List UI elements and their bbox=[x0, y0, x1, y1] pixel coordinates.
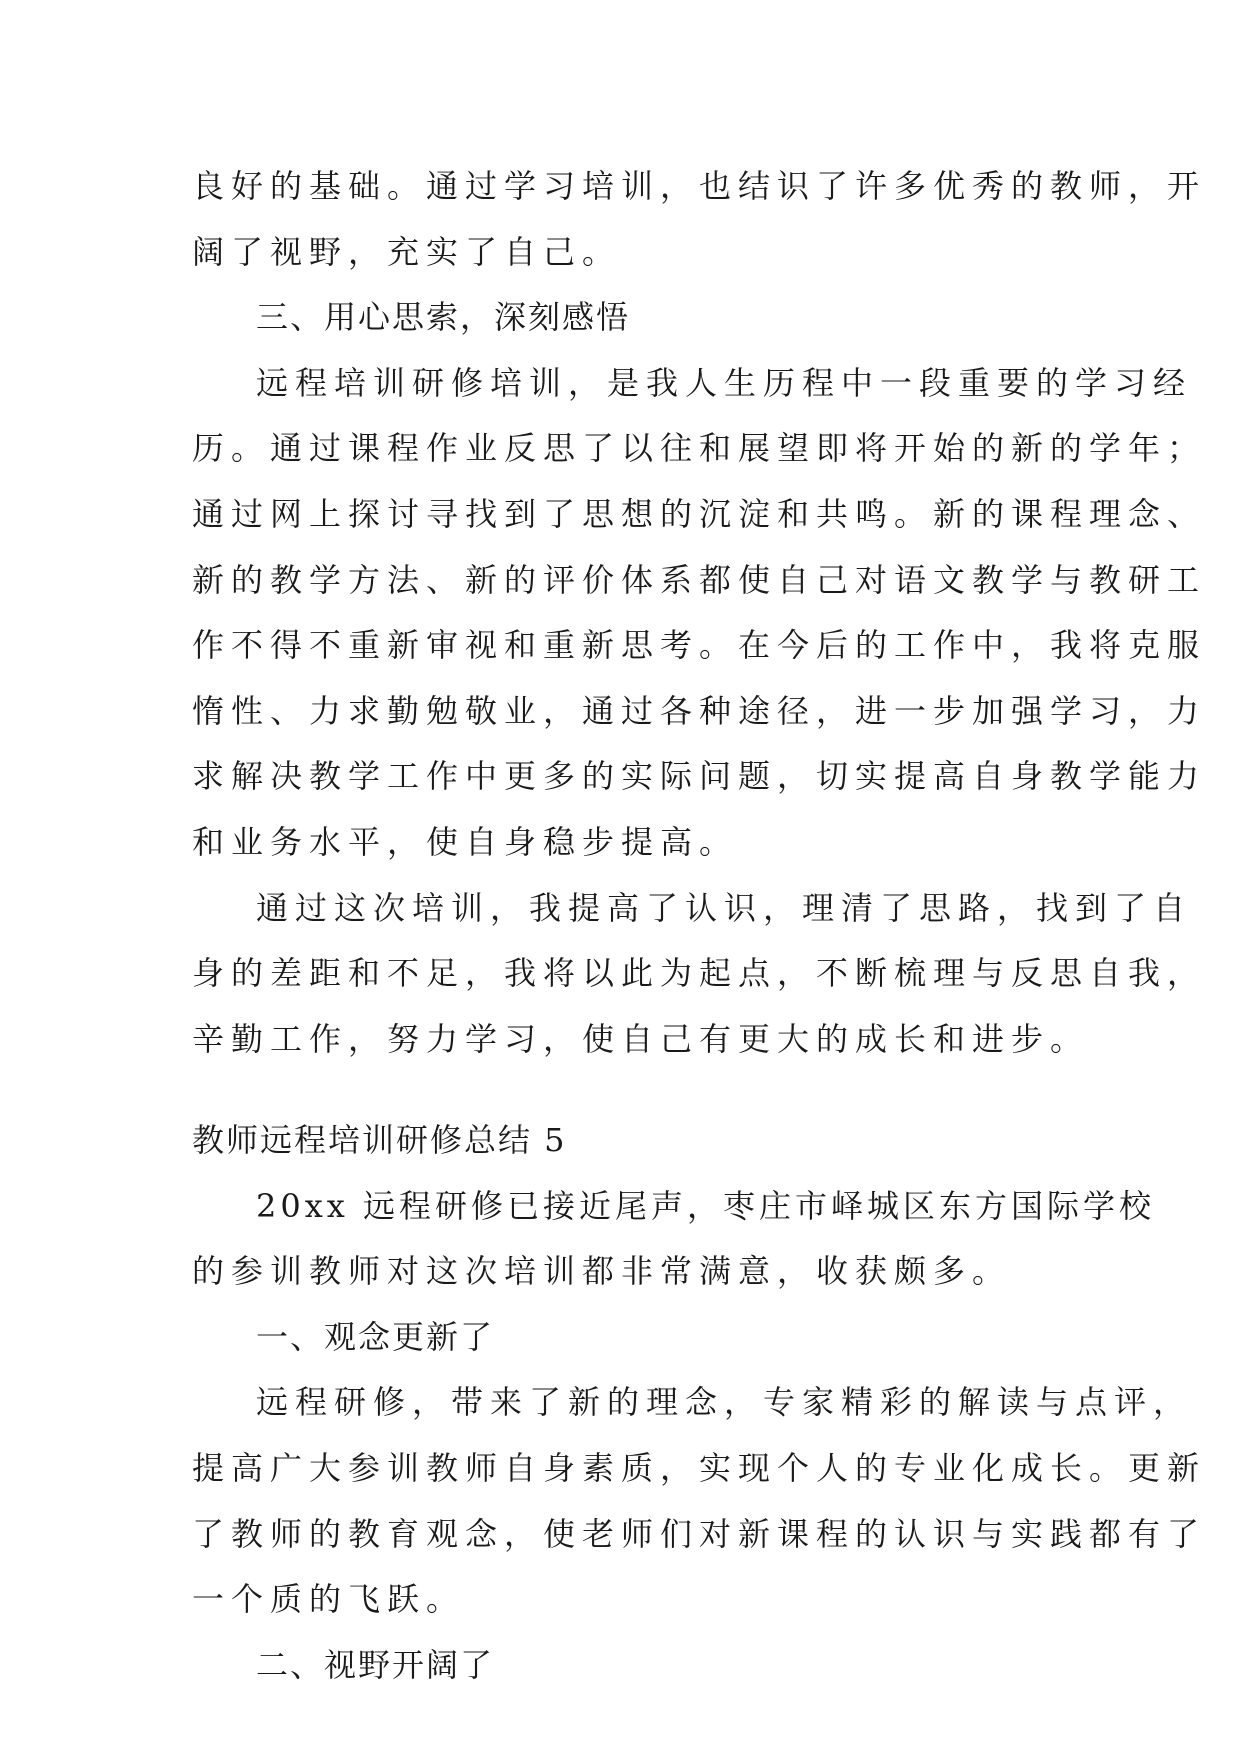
paragraph-line: 求解决教学工作中更多的实际问题，切实提高自身教学能力 bbox=[192, 757, 1207, 795]
paragraph-line: 惰性、力求勤勉敬业，通过各种途径，进一步加强学习，力 bbox=[192, 692, 1207, 730]
paragraph-line: 身的差距和不足，我将以此为起点，不断梳理与反思自我， bbox=[192, 954, 1207, 992]
paragraph-line: 良好的基础。通过学习培训，也结识了许多优秀的教师，开 bbox=[192, 167, 1207, 205]
paragraph-line: 和业务水平，使自身稳步提高。 bbox=[192, 823, 739, 861]
section-heading: 一、观念更新了 bbox=[256, 1318, 495, 1356]
paragraph-line: 新的教学方法、新的评价体系都使自己对语文教学与教研工 bbox=[192, 561, 1207, 599]
paragraph-line: 通过这次培训，我提高了认识，理清了思路，找到了自 bbox=[256, 889, 1193, 927]
section-heading: 二、视野开阔了 bbox=[256, 1646, 495, 1684]
document-title: 教师远程培训研修总结 5 bbox=[192, 1121, 567, 1159]
paragraph-line: 20xx 远程研修已接近尾声，枣庄市峄城区东方国际学校 bbox=[256, 1187, 1155, 1225]
paragraph-line: 远程研修，带来了新的理念，专家精彩的解读与点评， bbox=[256, 1383, 1193, 1421]
paragraph-line: 提高广大参训教师自身素质，实现个人的专业化成长。更新 bbox=[192, 1449, 1207, 1487]
paragraph-line: 作不得不重新审视和重新思考。在今后的工作中，我将克服 bbox=[192, 626, 1207, 664]
section-heading: 三、用心思索，深刻感悟 bbox=[256, 298, 631, 336]
paragraph-line: 远程培训研修培训，是我人生历程中一段重要的学习经 bbox=[256, 364, 1193, 402]
paragraph-line: 的参训教师对这次培训都非常满意，收获颇多。 bbox=[192, 1252, 1012, 1290]
paragraph-line: 通过网上探讨寻找到了思想的沉淀和共鸣。新的课程理念、 bbox=[192, 495, 1207, 533]
paragraph-line: 了教师的教育观念，使老师们对新课程的认识与实践都有了 bbox=[192, 1515, 1207, 1553]
paragraph-line: 历。通过课程作业反思了以往和展望即将开始的新的学年； bbox=[192, 429, 1207, 467]
paragraph-line: 阔了视野，充实了自己。 bbox=[192, 233, 622, 271]
paragraph-line: 一个质的飞跃。 bbox=[192, 1580, 466, 1618]
paragraph-line: 辛勤工作，努力学习，使自己有更大的成长和进步。 bbox=[192, 1020, 1090, 1058]
